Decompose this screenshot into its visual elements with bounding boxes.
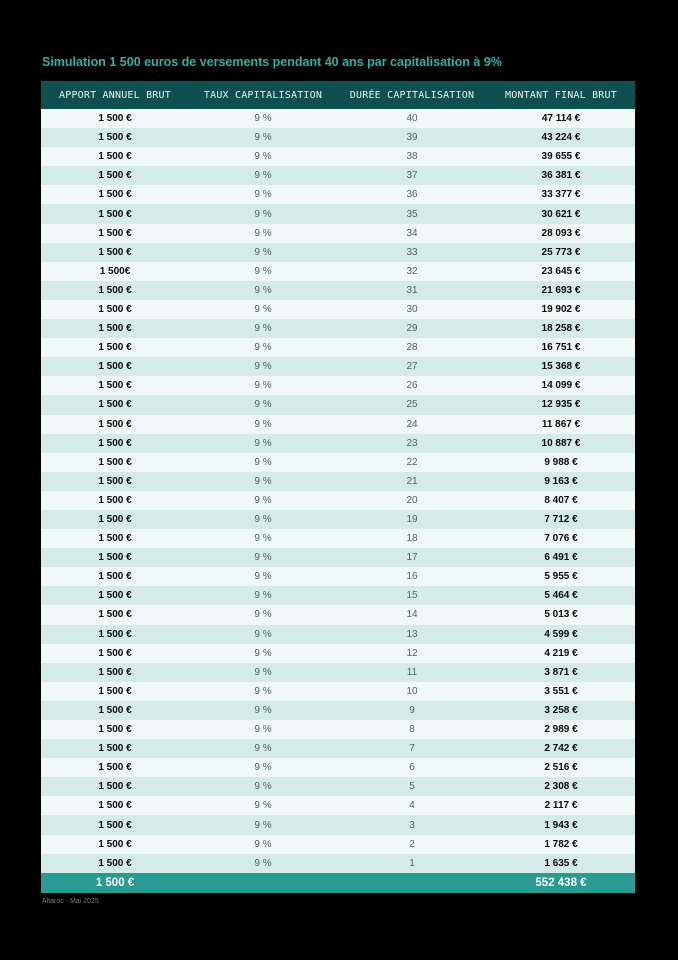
- table-row: [41, 395, 635, 414]
- cell-montant: 9 988 €: [487, 453, 635, 472]
- table-row: [41, 224, 635, 243]
- cell-montant: 16 751 €: [487, 338, 635, 357]
- cell-duree: 12: [337, 644, 487, 663]
- cell-apport: 1 500 €: [41, 338, 189, 357]
- cell-taux: 9 %: [189, 701, 337, 720]
- cell-montant: 11 867 €: [487, 415, 635, 434]
- cell-apport: 1 500 €: [41, 777, 189, 796]
- table-row: [41, 529, 635, 548]
- table-header: [41, 81, 635, 109]
- column-header-taux: TAUX CAPITALISATION: [189, 81, 337, 109]
- cell-montant: 43 224 €: [487, 128, 635, 147]
- table-row: [41, 625, 635, 644]
- column-header-apport: APPORT ANNUEL BRUT: [41, 81, 189, 109]
- cell-duree: 33: [337, 243, 487, 262]
- table-row: [41, 434, 635, 453]
- cell-apport: 1 500 €: [41, 357, 189, 376]
- cell-taux: 9 %: [189, 415, 337, 434]
- cell-apport: 1 500 €: [41, 185, 189, 204]
- table-row: [41, 796, 635, 815]
- cell-apport: 1 500 €: [41, 109, 189, 128]
- cell-taux: 9 %: [189, 548, 337, 567]
- simulation-table: [41, 81, 635, 893]
- table-row: [41, 300, 635, 319]
- cell-montant: 36 381 €: [487, 166, 635, 185]
- cell-apport: 1 500 €: [41, 166, 189, 185]
- cell-duree: 4: [337, 796, 487, 815]
- cell-montant: 3 258 €: [487, 701, 635, 720]
- cell-taux: 9 %: [189, 529, 337, 548]
- cell-montant: 28 093 €: [487, 224, 635, 243]
- table-row: [41, 510, 635, 529]
- total-row: [41, 873, 635, 893]
- table-row: [41, 605, 635, 624]
- cell-apport: 1 500 €: [41, 625, 189, 644]
- cell-montant: 2 516 €: [487, 758, 635, 777]
- column-header-duree: DURÉE CAPITALISATION: [337, 81, 487, 109]
- cell-montant: 7 712 €: [487, 510, 635, 529]
- table-row: [41, 319, 635, 338]
- cell-duree: 3: [337, 815, 487, 834]
- column-header-montant: MONTANT FINAL BRUT: [487, 81, 635, 109]
- cell-duree: 6: [337, 758, 487, 777]
- cell-taux: 9 %: [189, 605, 337, 624]
- cell-taux: 9 %: [189, 453, 337, 472]
- table-row: [41, 166, 635, 185]
- cell-duree: 1: [337, 854, 487, 873]
- table-footer: [41, 873, 635, 893]
- cell-duree: 14: [337, 605, 487, 624]
- cell-montant: 39 655 €: [487, 147, 635, 166]
- table-row: [41, 777, 635, 796]
- cell-montant: 2 989 €: [487, 720, 635, 739]
- cell-apport: 1 500 €: [41, 204, 189, 223]
- cell-taux: 9 %: [189, 720, 337, 739]
- cell-duree: 29: [337, 319, 487, 338]
- cell-apport: 1 500 €: [41, 663, 189, 682]
- cell-duree: 5: [337, 777, 487, 796]
- cell-montant: 2 742 €: [487, 739, 635, 758]
- cell-apport: 1 500 €: [41, 548, 189, 567]
- cell-taux: 9 %: [189, 567, 337, 586]
- total-taux-empty: [189, 873, 337, 893]
- cell-duree: 25: [337, 395, 487, 414]
- cell-duree: 11: [337, 663, 487, 682]
- table-row: [41, 567, 635, 586]
- cell-taux: 9 %: [189, 854, 337, 873]
- page-title: Simulation 1 500 euros de versements pendant 40 ans par capitalisation à 9%: [42, 55, 502, 69]
- cell-duree: 23: [337, 434, 487, 453]
- cell-taux: 9 %: [189, 663, 337, 682]
- cell-duree: 19: [337, 510, 487, 529]
- cell-duree: 38: [337, 147, 487, 166]
- table-row: [41, 204, 635, 223]
- cell-duree: 2: [337, 835, 487, 854]
- cell-apport: 1 500 €: [41, 128, 189, 147]
- cell-taux: 9 %: [189, 796, 337, 815]
- cell-apport: 1 500 €: [41, 815, 189, 834]
- cell-montant: 5 013 €: [487, 605, 635, 624]
- table-row: [41, 453, 635, 472]
- cell-apport: 1 500 €: [41, 300, 189, 319]
- cell-taux: 9 %: [189, 185, 337, 204]
- cell-apport: 1 500 €: [41, 720, 189, 739]
- cell-duree: 15: [337, 586, 487, 605]
- cell-taux: 9 %: [189, 224, 337, 243]
- cell-montant: 1 635 €: [487, 854, 635, 873]
- table-row: [41, 376, 635, 395]
- cell-apport: 1 500€: [41, 262, 189, 281]
- cell-taux: 9 %: [189, 319, 337, 338]
- cell-apport: 1 500 €: [41, 472, 189, 491]
- cell-apport: 1 500 €: [41, 529, 189, 548]
- cell-montant: 21 693 €: [487, 281, 635, 300]
- cell-duree: 34: [337, 224, 487, 243]
- cell-apport: 1 500 €: [41, 453, 189, 472]
- cell-duree: 39: [337, 128, 487, 147]
- cell-montant: 30 621 €: [487, 204, 635, 223]
- table-row: [41, 128, 635, 147]
- total-duree-empty: [337, 873, 487, 893]
- cell-montant: 4 219 €: [487, 644, 635, 663]
- cell-taux: 9 %: [189, 281, 337, 300]
- cell-duree: 36: [337, 185, 487, 204]
- table-row: [41, 682, 635, 701]
- cell-taux: 9 %: [189, 510, 337, 529]
- cell-taux: 9 %: [189, 262, 337, 281]
- cell-duree: 8: [337, 720, 487, 739]
- cell-montant: 12 935 €: [487, 395, 635, 414]
- simulation-table-container: [41, 81, 635, 893]
- cell-montant: 18 258 €: [487, 319, 635, 338]
- cell-taux: 9 %: [189, 586, 337, 605]
- cell-montant: 33 377 €: [487, 185, 635, 204]
- cell-duree: 37: [337, 166, 487, 185]
- cell-montant: 14 099 €: [487, 376, 635, 395]
- cell-apport: 1 500 €: [41, 319, 189, 338]
- cell-taux: 9 %: [189, 739, 337, 758]
- cell-montant: 1 943 €: [487, 815, 635, 834]
- table-row: [41, 644, 635, 663]
- cell-apport: 1 500 €: [41, 854, 189, 873]
- cell-apport: 1 500 €: [41, 415, 189, 434]
- cell-montant: 3 551 €: [487, 682, 635, 701]
- cell-duree: 24: [337, 415, 487, 434]
- cell-duree: 21: [337, 472, 487, 491]
- table-row: [41, 663, 635, 682]
- cell-taux: 9 %: [189, 682, 337, 701]
- cell-taux: 9 %: [189, 300, 337, 319]
- cell-taux: 9 %: [189, 758, 337, 777]
- cell-taux: 9 %: [189, 644, 337, 663]
- cell-apport: 1 500 €: [41, 701, 189, 720]
- table-row: [41, 243, 635, 262]
- cell-duree: 28: [337, 338, 487, 357]
- cell-montant: 5 464 €: [487, 586, 635, 605]
- cell-duree: 10: [337, 682, 487, 701]
- cell-duree: 17: [337, 548, 487, 567]
- cell-duree: 27: [337, 357, 487, 376]
- cell-apport: 1 500 €: [41, 147, 189, 166]
- cell-duree: 30: [337, 300, 487, 319]
- cell-apport: 1 500 €: [41, 491, 189, 510]
- cell-duree: 31: [337, 281, 487, 300]
- cell-montant: 10 887 €: [487, 434, 635, 453]
- cell-taux: 9 %: [189, 434, 337, 453]
- cell-montant: 6 491 €: [487, 548, 635, 567]
- cell-taux: 9 %: [189, 338, 337, 357]
- table-row: [41, 338, 635, 357]
- cell-taux: 9 %: [189, 128, 337, 147]
- cell-taux: 9 %: [189, 815, 337, 834]
- table-row: [41, 548, 635, 567]
- total-apport: 1 500 €: [41, 873, 189, 893]
- cell-taux: 9 %: [189, 491, 337, 510]
- cell-taux: 9 %: [189, 395, 337, 414]
- cell-apport: 1 500 €: [41, 758, 189, 777]
- cell-montant: 4 599 €: [487, 625, 635, 644]
- cell-apport: 1 500 €: [41, 682, 189, 701]
- table-row: [41, 109, 635, 128]
- cell-duree: 7: [337, 739, 487, 758]
- header-row: [41, 81, 635, 109]
- cell-montant: 15 368 €: [487, 357, 635, 376]
- table-row: [41, 472, 635, 491]
- source-note: Altaroc - Mai 2025: [42, 898, 99, 905]
- cell-taux: 9 %: [189, 204, 337, 223]
- table-body: [41, 109, 635, 873]
- cell-duree: 22: [337, 453, 487, 472]
- table-row: [41, 815, 635, 834]
- table-row: [41, 701, 635, 720]
- cell-taux: 9 %: [189, 166, 337, 185]
- cell-duree: 18: [337, 529, 487, 548]
- cell-taux: 9 %: [189, 835, 337, 854]
- cell-montant: 1 782 €: [487, 835, 635, 854]
- cell-apport: 1 500 €: [41, 567, 189, 586]
- cell-apport: 1 500 €: [41, 835, 189, 854]
- cell-montant: 2 117 €: [487, 796, 635, 815]
- cell-duree: 13: [337, 625, 487, 644]
- cell-apport: 1 500 €: [41, 739, 189, 758]
- cell-duree: 20: [337, 491, 487, 510]
- table-row: [41, 185, 635, 204]
- cell-montant: 2 308 €: [487, 777, 635, 796]
- table-row: [41, 415, 635, 434]
- cell-montant: 3 871 €: [487, 663, 635, 682]
- cell-montant: 5 955 €: [487, 567, 635, 586]
- cell-montant: 47 114 €: [487, 109, 635, 128]
- cell-taux: 9 %: [189, 109, 337, 128]
- cell-duree: 40: [337, 109, 487, 128]
- table-row: [41, 491, 635, 510]
- cell-taux: 9 %: [189, 147, 337, 166]
- cell-montant: 25 773 €: [487, 243, 635, 262]
- cell-taux: 9 %: [189, 625, 337, 644]
- cell-taux: 9 %: [189, 472, 337, 491]
- cell-montant: 7 076 €: [487, 529, 635, 548]
- cell-taux: 9 %: [189, 376, 337, 395]
- cell-montant: 23 645 €: [487, 262, 635, 281]
- cell-montant: 9 163 €: [487, 472, 635, 491]
- table-row: [41, 720, 635, 739]
- table-row: [41, 835, 635, 854]
- cell-apport: 1 500 €: [41, 281, 189, 300]
- cell-apport: 1 500 €: [41, 434, 189, 453]
- cell-apport: 1 500 €: [41, 510, 189, 529]
- cell-duree: 16: [337, 567, 487, 586]
- cell-duree: 32: [337, 262, 487, 281]
- cell-apport: 1 500 €: [41, 586, 189, 605]
- cell-apport: 1 500 €: [41, 796, 189, 815]
- cell-taux: 9 %: [189, 243, 337, 262]
- cell-apport: 1 500 €: [41, 395, 189, 414]
- cell-taux: 9 %: [189, 777, 337, 796]
- table-row: [41, 147, 635, 166]
- table-row: [41, 739, 635, 758]
- cell-apport: 1 500 €: [41, 376, 189, 395]
- cell-montant: 8 407 €: [487, 491, 635, 510]
- table-row: [41, 262, 635, 281]
- cell-taux: 9 %: [189, 357, 337, 376]
- cell-duree: 9: [337, 701, 487, 720]
- total-montant: 552 438 €: [487, 873, 635, 893]
- table-row: [41, 758, 635, 777]
- cell-apport: 1 500 €: [41, 243, 189, 262]
- table-row: [41, 281, 635, 300]
- cell-duree: 35: [337, 204, 487, 223]
- cell-apport: 1 500 €: [41, 644, 189, 663]
- cell-duree: 26: [337, 376, 487, 395]
- table-row: [41, 357, 635, 376]
- cell-apport: 1 500 €: [41, 224, 189, 243]
- cell-montant: 19 902 €: [487, 300, 635, 319]
- table-row: [41, 854, 635, 873]
- table-row: [41, 586, 635, 605]
- cell-apport: 1 500 €: [41, 605, 189, 624]
